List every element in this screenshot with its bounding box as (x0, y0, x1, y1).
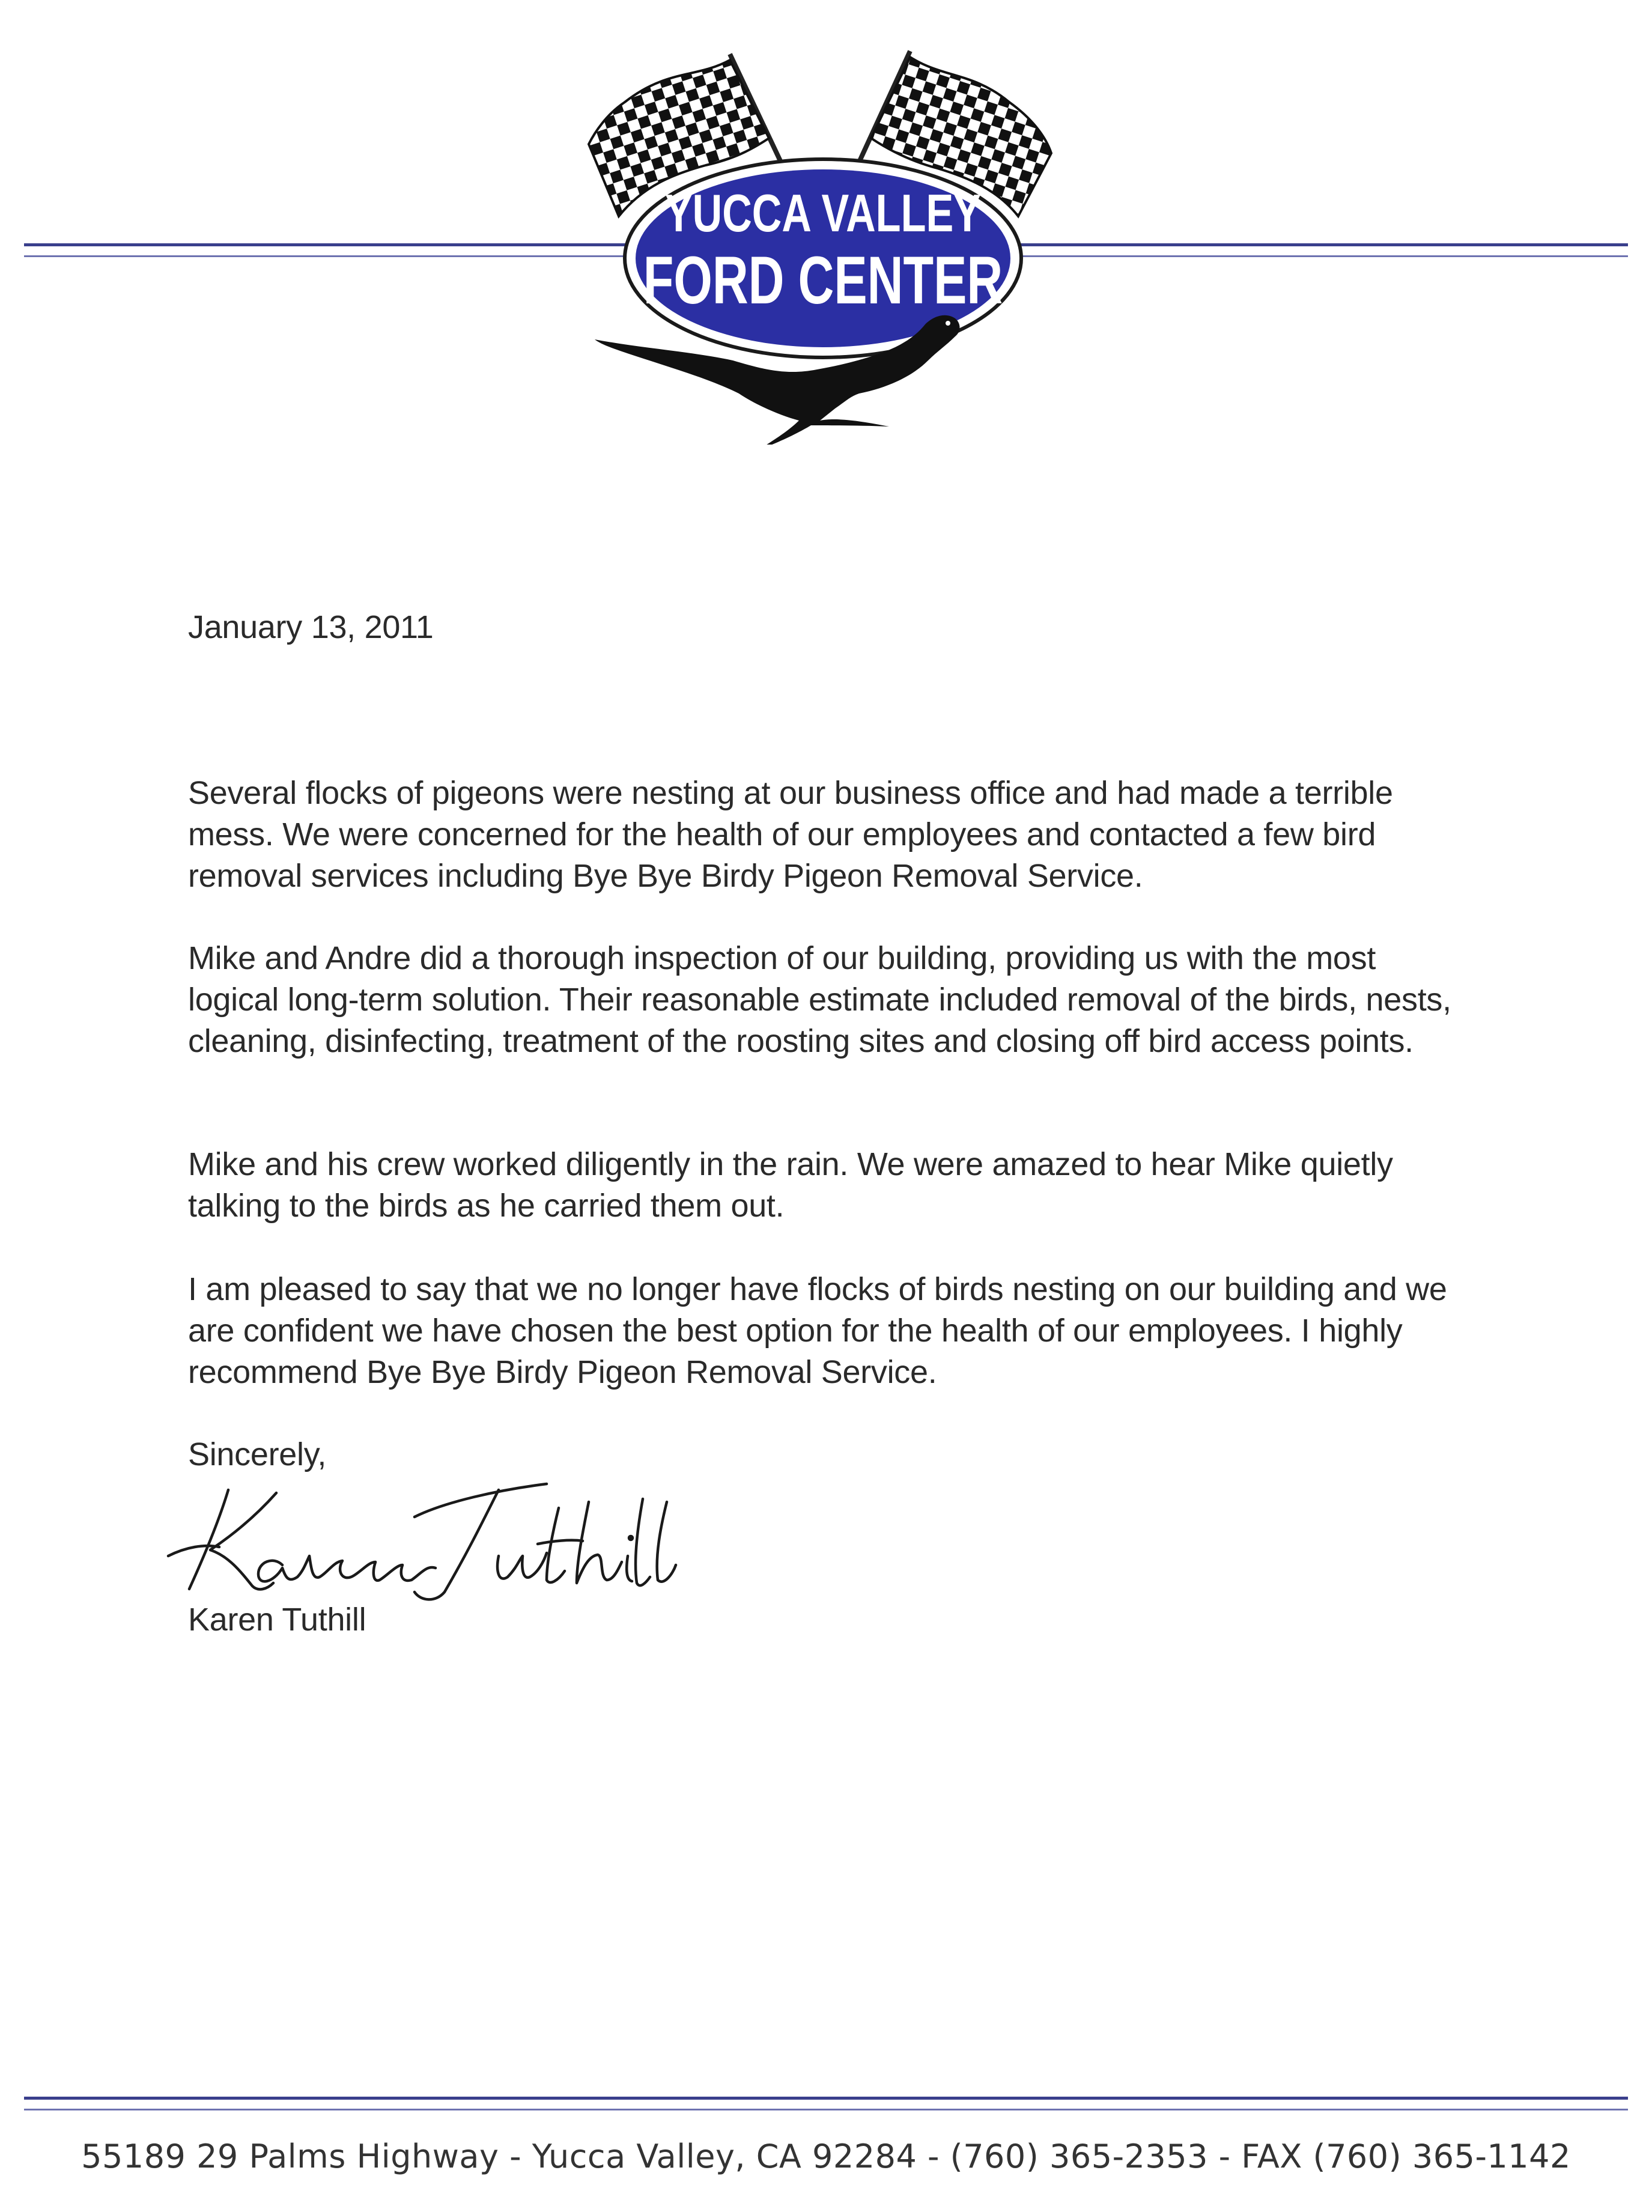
letter-paragraph-1: Several flocks of pigeons were nesting at our business office and had made a terrible mess. We were concerned for the health of our employees and contacted a few bird removal services including Bye Bye Birdy Pigeon Removal Service. (188, 775, 1393, 894)
logo-text-line2: FORD CENTER (643, 242, 1003, 318)
footer-rule-top (24, 2097, 1628, 2100)
footer-rule-bottom (24, 2109, 1628, 2110)
logo-text-line1: YUCCA VALLEY (664, 183, 982, 243)
letter-paragraph-2: Mike and Andre did a thorough inspection of our building, providing us with the most logical long-term solution. Their reasonable estimate included removal of the birds, nests, cleaning, disinfecting, treatment of the roosting sites and closing off bird access points. (188, 940, 1451, 1059)
company-logo (577, 36, 1069, 445)
letter-paragraph-3: Mike and his crew worked diligently in the rain. We were amazed to hear Mike quietly talking to the birds as he carried them out. (188, 1146, 1393, 1224)
letter-paragraph-4: I am pleased to say that we no longer have flocks of birds nesting on our building and we are confident we have chosen the best option for the health of our employees. I highly recommend Bye Bye Birdy Pigeon Removal Service. (188, 1271, 1447, 1390)
footer-address: 55189 29 Palms Highway - Yucca Valley, CA 92284 - (760) 365-2353 - FAX (760) 365-1142 (81, 2138, 1571, 2175)
signer-name: Karen Tuthill (188, 1602, 366, 1638)
signature-image (162, 1466, 679, 1604)
letter-closing: Sincerely, (188, 1436, 327, 1472)
roadrunner-eye (946, 321, 950, 326)
letter-date: January 13, 2011 (188, 609, 434, 645)
